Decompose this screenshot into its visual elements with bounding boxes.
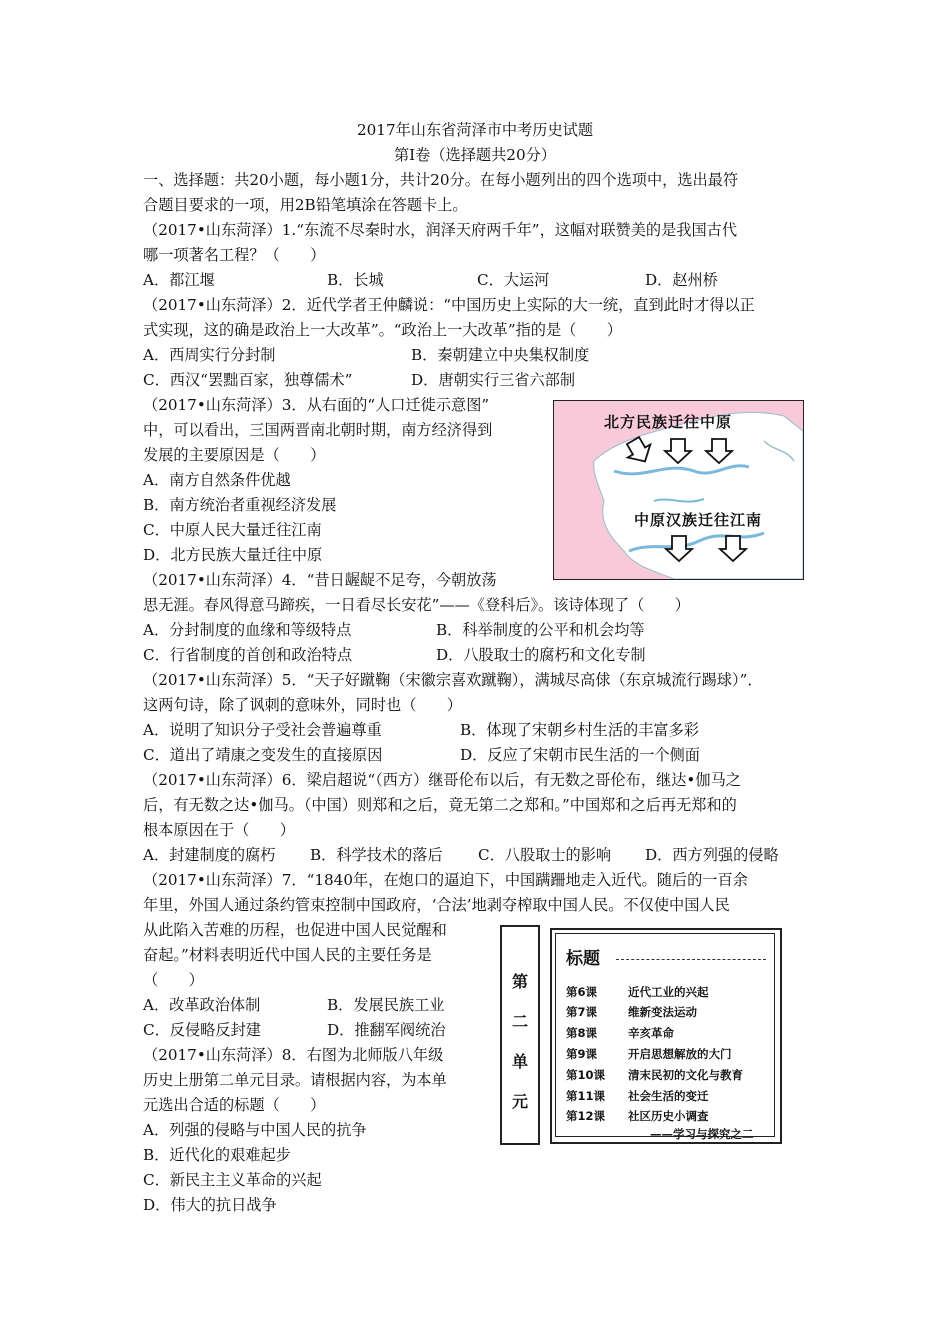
q7-option-b: B．发展民族工业 [327, 996, 445, 1014]
q6-option-d: D．西方列强的侵略 [645, 846, 779, 864]
unit-footnote: ——学习与探究之二 [650, 1127, 754, 1141]
q7-stem-2: 年里，外国人通过条约管束控制中国政府，‘合法’地剥夺榨取中国人民。不仅使中国人民 [143, 896, 730, 914]
q8-stem-1: （2017•山东菏泽）8．右图为北师版八年级 [143, 1046, 444, 1064]
q7-stem-4: 奋起。”材料表明近代中国人民的主要任务是 [143, 946, 432, 964]
unit-heading: 标题 [566, 949, 600, 969]
unit-label-char: 第 [511, 972, 528, 991]
q3-stem-2: 中，可以看出，三国两晋南北朝时期，南方经济得到 [143, 421, 493, 439]
instructions-line-2: 合题目要求的一项，用2B铅笔填涂在答题卡上。 [143, 196, 468, 214]
q8-stem-2: 历史上册第二单元目录。请根据内容，为本单 [143, 1071, 447, 1089]
q3-option-b: B．南方统治者重视经济发展 [143, 496, 337, 514]
q7-option-d: D．推翻军阀统治 [327, 1021, 446, 1039]
q3-option-c: C．中原人民大量迁往江南 [143, 521, 322, 539]
q3-option-a: A．南方自然条件优越 [143, 471, 291, 489]
q2-option-d: D．唐朝实行三省六部制 [411, 371, 576, 389]
q1-option-a: A．都江堰 [143, 271, 215, 289]
q1-option-c: C．大运河 [477, 271, 550, 289]
q4-option-c: C．行省制度的首创和政治特点 [143, 646, 353, 664]
q4-option-a: A．分封制度的血缘和等级特点 [143, 621, 352, 639]
exam-subtitle: 第Ⅰ卷（选择题共20分） [393, 146, 556, 164]
q5-stem-1: （2017•山东菏泽）5．“天子好蹴鞠（宋徽宗喜欢蹴鞠），满城尽高俅（东京城流行踢球）”． [143, 671, 763, 689]
q8-stem-3: 元选出合适的标题（ ） [143, 1096, 326, 1114]
q1-stem-1: （2017•山东菏泽）1.“东流不尽秦时水，润泽天府两千年”，这幅对联赞美的是我国古代 [143, 221, 738, 239]
unit-label-char: 二 [511, 1012, 528, 1031]
unit-label-char: 单 [511, 1052, 528, 1071]
q5-option-c: C．道出了靖康之变发生的直接原因 [143, 746, 383, 764]
unit-contents-box [550, 928, 782, 1144]
q5-stem-2: 这两句诗，除了讽刺的意味外，同时也（ ） [143, 696, 462, 714]
q2-stem-1: （2017•山东菏泽）2．近代学者王仲麟说：“中国历史上实际的大一统，直到此时才得以正 [143, 296, 755, 314]
unit-label-box [500, 925, 540, 1145]
q2-stem-2: 式实现，这的确是政治上一大改革”。“政治上一大改革”指的是（ ） [143, 321, 622, 339]
lesson-row: 第9课 开启思想解放的大门 [566, 1047, 732, 1061]
q6-option-c: C．八股取士的影响 [478, 846, 612, 864]
q5-option-a: A．说明了知识分子受社会普遍尊重 [143, 721, 382, 739]
q6-option-b: B．科学技术的落后 [310, 846, 443, 864]
q5-option-d: D．反应了宋朝市民生活的一个侧面 [460, 746, 700, 764]
q4-option-d: D．八股取士的腐朽和文化专制 [436, 646, 646, 664]
q3-stem-3: 发展的主要原因是（ ） [143, 446, 326, 464]
q1-stem-2: 哪一项著名工程？（ ） [143, 246, 326, 264]
map-north-caption: 北方民族迁往中原 [604, 413, 733, 431]
q8-option-b: B．近代化的艰难起步 [143, 1146, 291, 1164]
migration-map [553, 400, 804, 580]
lesson-row: 第8课 辛亥革命 [566, 1026, 674, 1040]
q3-option-d: D．北方民族大量迁往中原 [143, 546, 323, 564]
q7-stem-5: （ ） [143, 971, 204, 989]
q8-option-d: D．伟大的抗日战争 [143, 1196, 277, 1214]
q1-option-b: B．长城 [327, 271, 384, 289]
q4-stem-2: 思无涯。春风得意马蹄疾，一日看尽长安花”——《登科后》。该诗体现了（ ） [143, 596, 690, 614]
q7-stem-1: （2017•山东菏泽）7．“1840年，在炮口的逼迫下，中国蹒跚地走入近代。随后的一百余 [143, 871, 748, 889]
heading-blank-line [616, 959, 766, 960]
q3-stem-1: （2017•山东菏泽）3．从右面的“人口迁徙示意图” [143, 396, 490, 414]
q5-option-b: B．体现了宋朝乡村生活的丰富多彩 [460, 721, 699, 739]
instructions-line-1: 一、选择题：共20小题，每小题1分，共计20分。在每小题列出的四个选项中，选出最符 [143, 171, 739, 189]
q2-option-a: A．西周实行分封制 [143, 346, 276, 364]
exam-title: 2017年山东省菏泽市中考历史试题 [356, 121, 594, 139]
q6-stem-1: （2017•山东菏泽）6．梁启超说“（西方）继哥伦布以后，有无数之哥伦布，继达•伽马之 [143, 771, 741, 789]
q6-stem-2: 后，有无数之达•伽马。（中国）则郑和之后，竟无第二之郑和。”中国郑和之后再无郑和的 [143, 796, 737, 814]
q7-stem-3: 从此陷入苦难的历程，也促进中国人民觉醒和 [143, 921, 447, 939]
lesson-row: 第10课 清末民初的文化与教育 [566, 1068, 743, 1082]
q8-option-a: A．列强的侵略与中国人民的抗争 [143, 1121, 367, 1139]
lesson-row: 第7课 维新变法运动 [566, 1005, 697, 1019]
lesson-row: 第6课 近代工业的兴起 [566, 985, 709, 999]
q6-option-a: A．封建制度的腐朽 [143, 846, 276, 864]
q2-option-b: B．秦朝建立中央集权制度 [411, 346, 590, 364]
q6-stem-3: 根本原因在于（ ） [143, 821, 295, 839]
q4-option-b: B．科举制度的公平和机会均等 [436, 621, 645, 639]
lesson-row: 第12课 社区历史小调查 [566, 1109, 709, 1123]
q7-option-a: A．改革政治体制 [143, 996, 261, 1014]
q1-option-d: D．赵州桥 [645, 271, 718, 289]
map-south-caption: 中原汉族迁往江南 [634, 511, 763, 529]
unit-contents-inner [555, 933, 775, 1141]
q4-stem-1: （2017•山东菏泽）4．“昔日龌龊不足夸，今朝放荡 [143, 571, 497, 589]
q8-option-c: C．新民主主义革命的兴起 [143, 1171, 322, 1189]
lesson-row: 第11课 社会生活的变迁 [566, 1089, 709, 1103]
q7-option-c: C．反侵略反封建 [143, 1021, 261, 1039]
unit-label-char: 元 [511, 1092, 528, 1111]
q2-option-c: C．西汉“罢黜百家，独尊儒术” [143, 371, 353, 389]
